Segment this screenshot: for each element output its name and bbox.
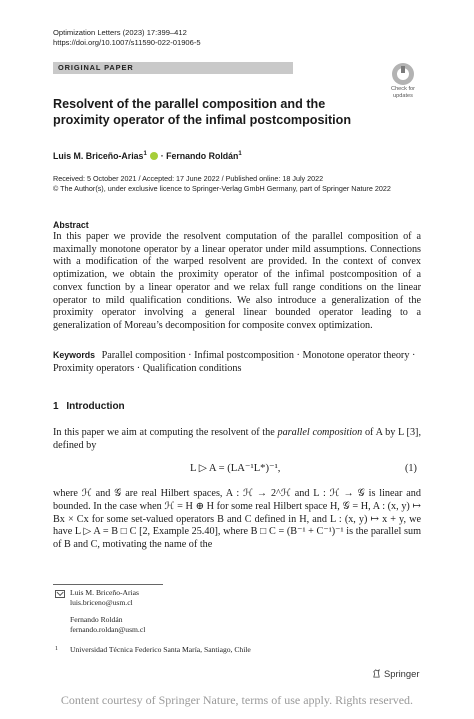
publication-dates: Received: 5 October 2021 / Accepted: 17 June 2022 / Published online: 18 July 2022 (53, 174, 324, 183)
check-for-updates-icon (392, 63, 414, 85)
abstract-heading: Abstract (53, 220, 89, 230)
publisher-name: Springer (384, 668, 420, 679)
corresponding-author-name: Luis M. Briceño-Arias (70, 588, 139, 597)
affiliation-marker: 1 (238, 151, 242, 157)
equation: L ▷ A = (LA⁻¹L*)⁻¹, (190, 463, 281, 474)
equation-number: (1) (405, 463, 417, 474)
author-name[interactable]: Fernando Roldán (166, 150, 239, 161)
author-email[interactable]: luis.briceno@usm.cl (70, 598, 133, 607)
doi-link[interactable]: https://doi.org/10.1007/s11590-022-01906-5 (53, 38, 201, 47)
intro-paragraph: where ℋ and 𝒢 are real Hilbert spaces, A : ℋ → 2^ℋ and L : ℋ → 𝒢 is linear and bounded. In the case when ℋ = H ⊕ H for some real Hilbert space H, 𝒢 = H, A : (x, y) ↦ Bx × Cx for some set-valued operators B and C defined in H, and L : (x, y) ↦ x + y, we have L ▷ A = B □ C [2, Example 25.40], where B □ C = (B⁻¹ + C⁻¹)⁻¹ is the parallel sum of B and C, motivating the name of the (53, 488, 421, 551)
author-email[interactable]: fernando.roldan@usm.cl (70, 625, 146, 634)
intro-text: of A by L [3], defined by (53, 427, 421, 451)
section-title: Introduction (66, 401, 125, 412)
copyright-notice: © The Author(s), under exclusive licence to Springer-Verlag GmbH Germany, part of Springer Nature 2022 (53, 184, 391, 193)
check-for-updates-badge[interactable] (383, 62, 423, 104)
springer-horse-icon (372, 669, 381, 678)
courtesy-watermark: Content courtesy of Springer Nature, terms of use apply. Rights reserved. (60, 693, 414, 707)
intro-emphasis: parallel composition (277, 427, 363, 438)
intro-text: In this paper we aim at computing the resolvent of the (53, 427, 278, 438)
intro-paragraph (53, 426, 421, 452)
check-for-updates-label: Check for updates (391, 86, 415, 99)
publisher-logo (372, 668, 419, 680)
author-name[interactable]: Luis M. Briceño-Arias (53, 150, 144, 161)
envelope-icon (55, 590, 65, 598)
footnote-rule (53, 584, 163, 585)
keywords-heading: Keywords (53, 350, 96, 360)
author-list (53, 148, 242, 162)
keywords-text: Parallel composition · Infimal postcomposition · Monotone operator theory · Proximity operators · Qualification conditions (53, 350, 416, 374)
article-type-label: ORIGINAL PAPER (58, 63, 134, 72)
affiliation-marker: 1 (55, 646, 58, 652)
journal-citation: Optimization Letters (2023) 17:399–412 (53, 28, 187, 37)
section-heading (53, 400, 125, 414)
coauthor-name: Fernando Roldán (70, 615, 123, 624)
keywords-block (53, 349, 421, 375)
affiliation: Universidad Técnica Federico Santa María, Santiago, Chile (70, 645, 251, 654)
section-number: 1 (53, 401, 59, 412)
abstract-text: In this paper we provide the resolvent computation of the parallel composition of a maximally monotone operator by a linear operator under mild assumptions. Connections with a modification of the warped resolvent are provided. In the context of convex optimization, we obtain the proximity operator of the infimal postcomposition of a convex function by a linear operator and we relax full range conditions on the linear operator to mild qualification conditions. We also introduce a generalization of the proximity operator involving a general linear bounded operator leading to a generalization of Moreau’s decomposition for composite convex optimization. (53, 231, 421, 331)
orcid-icon[interactable] (150, 152, 158, 160)
author-separator: · (160, 150, 164, 161)
article-title: Resolvent of the parallel composition and the proximity operator of the infimal postcomposition (53, 97, 352, 127)
affiliation-marker: 1 (143, 151, 147, 157)
